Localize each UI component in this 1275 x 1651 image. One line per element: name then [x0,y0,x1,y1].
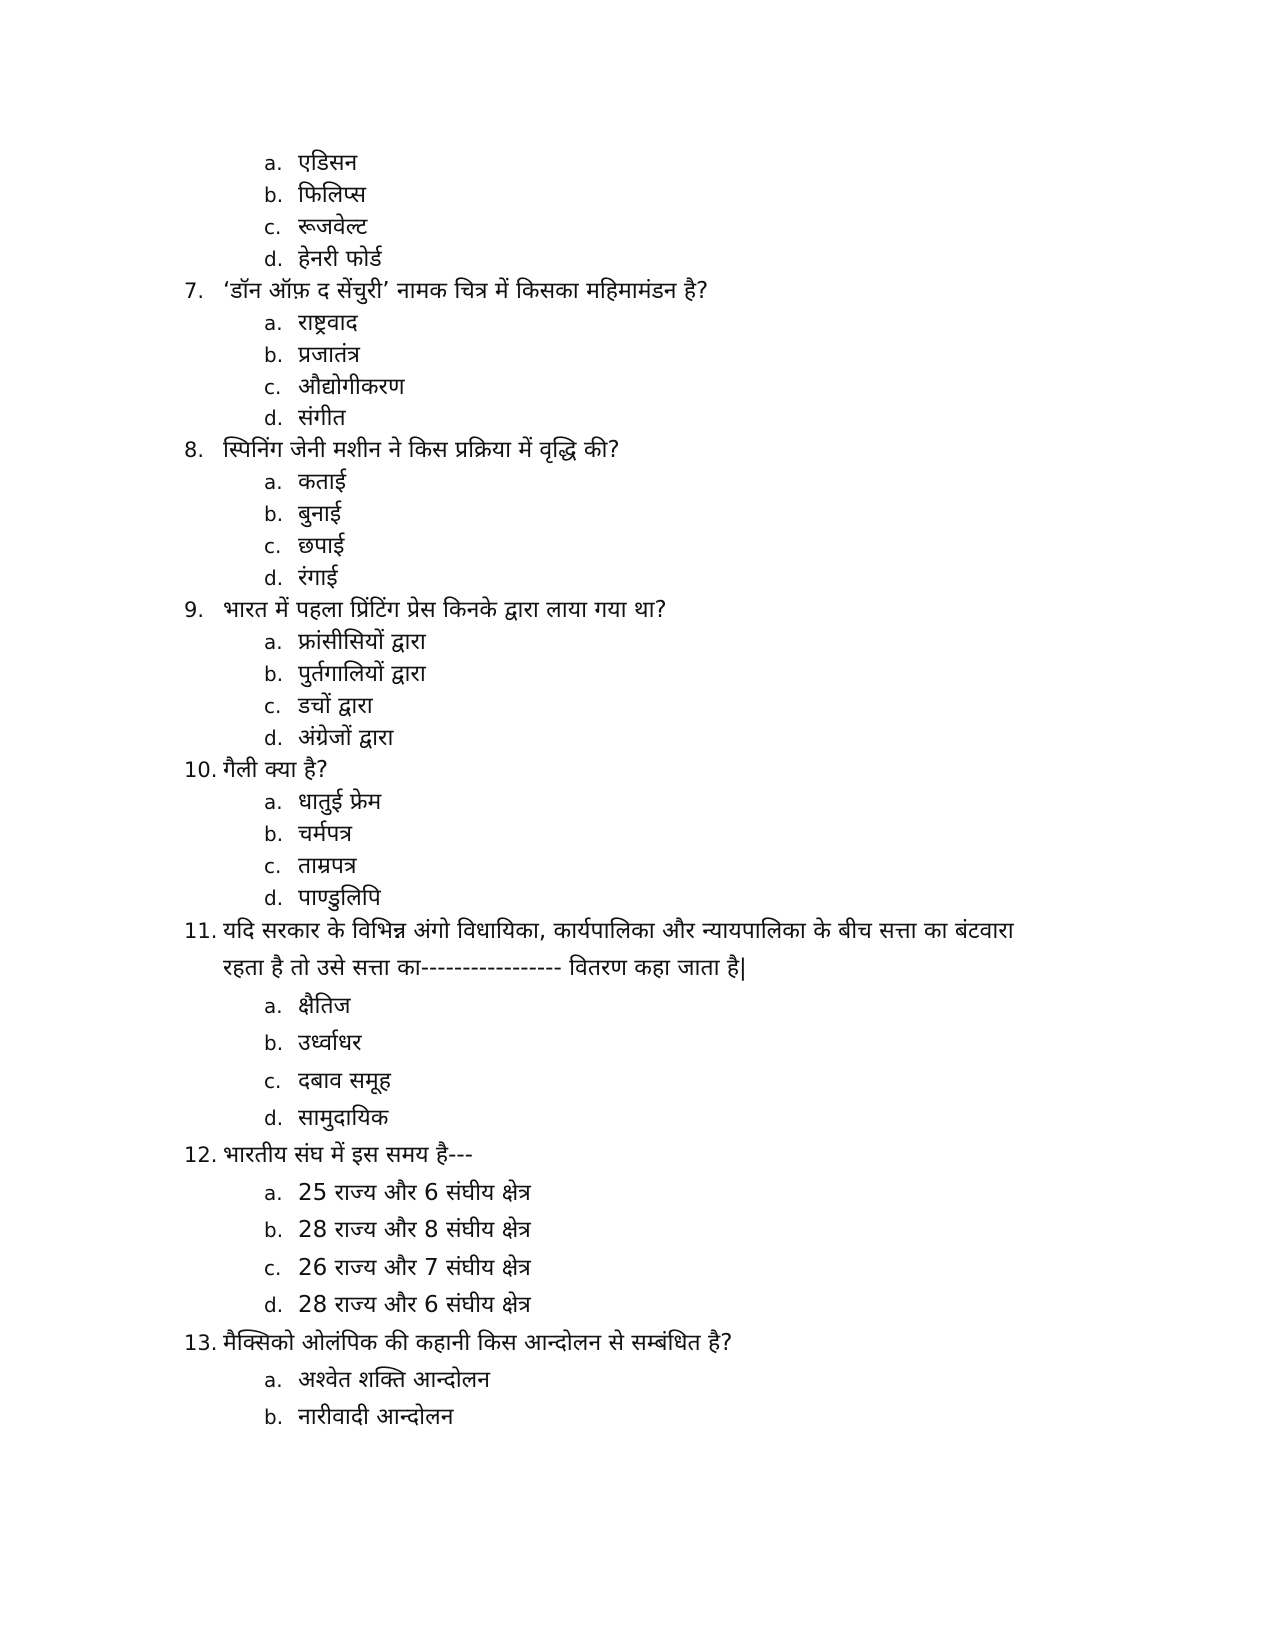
option-text: कताई [298,469,347,495]
option-text: क्षैतिज [298,993,351,1019]
question-number: 13. [184,1331,218,1355]
question-number: 10. [184,758,218,782]
question-text: भारत में पहला प्रिंटिंग प्रेस किनके द्वारा लाया गया था? [223,597,667,623]
option-letter: b. [264,662,284,686]
option-text: 28 राज्य और 8 संघीय क्षेत्र [298,1217,531,1243]
option-letter: d. [264,1106,284,1130]
option-text: प्रजातंत्र [298,342,360,368]
question-text: ‘डॉन ऑफ़ द सेंचुरी’ नामक चित्र में किसका महिमामंडन है? [223,278,709,304]
option-text: रूजवेल्ट [298,214,368,240]
option-text: संगीत [298,405,346,431]
option-letter: b. [264,343,284,367]
question-number: 7. [184,279,205,303]
question-text-continuation: रहता है तो उसे सत्ता का----------------- वितरण कहा जाता है| [223,955,747,981]
question-text: भारतीय संघ में इस समय है--- [223,1142,473,1168]
option-letter: c. [264,694,282,718]
option-text: फिलिप्स [298,182,367,208]
option-text: पुर्तगालियों द्वारा [298,661,426,687]
option-letter: d. [264,247,284,271]
option-letter: b. [264,1218,284,1242]
question-number: 11. [184,919,218,943]
option-text: उर्ध्वाधर [298,1030,362,1056]
question-text: गैली क्या है? [223,757,329,783]
option-letter: d. [264,406,284,430]
option-letter: a. [264,630,283,654]
option-text: 25 राज्य और 6 संघीय क्षेत्र [298,1180,531,1206]
question-number: 9. [184,598,205,622]
option-text: चर्मपत्र [298,821,353,847]
option-letter: c. [264,534,282,558]
question-text: मैक्सिको ओलंपिक की कहानी किस आन्दोलन से सम्बंधित है? [223,1330,733,1356]
option-text: डचों द्वारा [298,693,373,719]
option-letter: b. [264,822,284,846]
option-text: राष्ट्रवाद [298,310,358,336]
option-text: ताम्रपत्र [298,853,357,879]
option-letter: a. [264,151,283,175]
option-letter: b. [264,1405,284,1429]
option-letter: a. [264,1181,283,1205]
option-letter: c. [264,1069,282,1093]
option-text: सामुदायिक [298,1105,389,1131]
option-text: पाण्डुलिपि [298,885,381,911]
question-text: यदि सरकार के विभिन्न अंगो विधायिका, कार्यपालिका और न्यायपालिका के बीच सत्ता का बंटवारा [223,918,1014,944]
question-number: 8. [184,438,205,462]
option-letter: b. [264,183,284,207]
option-text: नारीवादी आन्दोलन [298,1404,454,1430]
option-letter: c. [264,854,282,878]
option-text: अश्वेत शक्ति आन्दोलन [298,1367,491,1393]
option-text: 28 राज्य और 6 संघीय क्षेत्र [298,1292,531,1318]
option-text: छपाई [298,533,345,559]
option-text: 26 राज्य और 7 संघीय क्षेत्र [298,1255,531,1281]
option-letter: a. [264,311,283,335]
option-text: औद्योगीकरण [298,374,405,400]
option-text: एडिसन [298,150,358,176]
option-text: फ्रांसीसियों द्वारा [298,629,426,655]
option-text: बुनाई [298,501,342,527]
option-letter: b. [264,502,284,526]
option-letter: a. [264,994,283,1018]
option-text: दबाव समूह [298,1068,391,1094]
option-text: हेनरी फोर्ड [298,246,382,272]
option-letter: a. [264,470,283,494]
option-letter: d. [264,726,284,750]
option-text: रंगाई [298,565,338,591]
question-text: स्पिनिंग जेनी मशीन ने किस प्रक्रिया में वृद्धि की? [223,437,620,463]
option-letter: d. [264,566,284,590]
option-letter: a. [264,790,283,814]
question-number: 12. [184,1143,218,1167]
option-letter: c. [264,215,282,239]
option-letter: d. [264,1293,284,1317]
option-text: धातुई फ्रेम [298,789,382,815]
option-letter: c. [264,1256,282,1280]
option-letter: c. [264,375,282,399]
option-text: अंग्रेजों द्वारा [298,725,394,751]
option-letter: a. [264,1368,283,1392]
option-letter: d. [264,886,284,910]
option-letter: b. [264,1031,284,1055]
